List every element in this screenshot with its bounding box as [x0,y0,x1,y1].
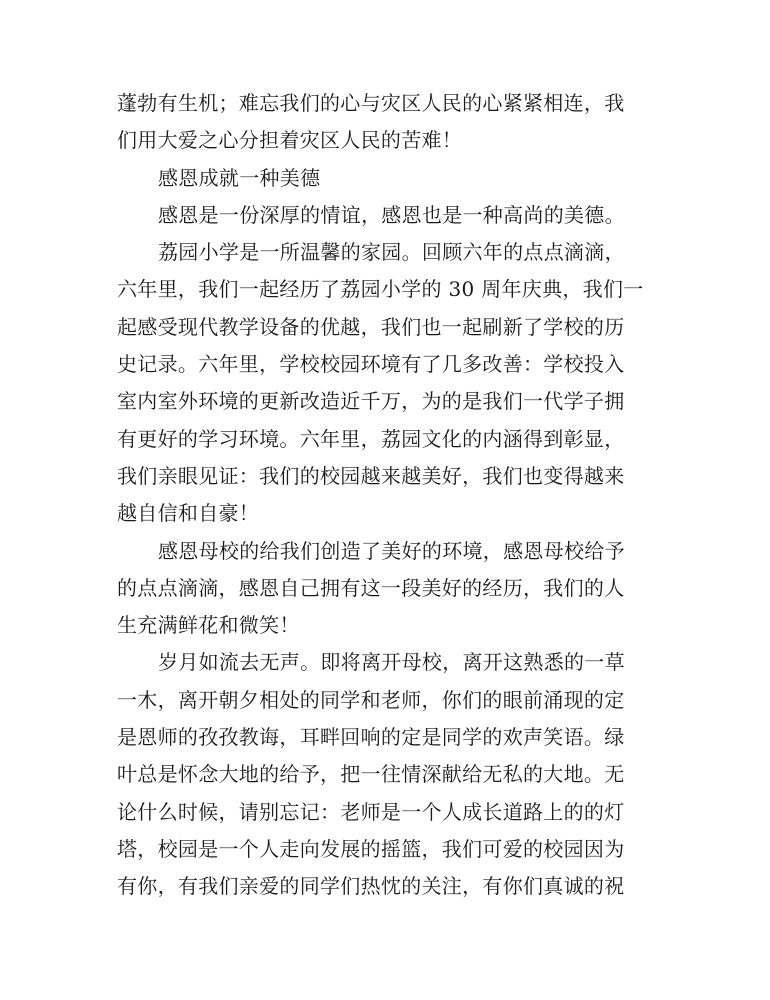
text-line: 六年里，我们一起经历了荔园小学的 30 周年庆典，我们一 [117,277,644,302]
text-line: 的点点滴滴，感恩自己拥有这一段美好的经历，我们的人 [117,575,625,600]
document-body [117,85,657,906]
text-line: 叶总是怀念大地的给予，把一往情深献给无私的大地。无 [117,762,625,787]
text-line: 生充满鲜花和微笑！ [117,613,300,638]
text-line: 是恩师的孜孜教诲，耳畔回响的定是同学的欢声笑语。绿 [117,725,625,750]
text-line: 一木，离开朝夕相处的同学和老师，你们的眼前涌现的定 [117,687,625,712]
text-line: 们用大爱之心分担着灾区人民的苦难！ [117,128,463,153]
text-line: 荔园小学是一所温馨的家园。回顾六年的点点滴滴， [158,240,625,265]
text-line: 蓬勃有生机；难忘我们的心与灾区人民的心紧紧相连，我 [117,91,625,115]
text-line: 有你，有我们亲爱的同学们热忱的关注，有你们真诚的祝 [117,874,625,899]
text-line: 室内室外环境的更新改造近千万，为的是我们一代学子拥 [117,389,625,414]
text-line: 塔，校园是一个人走向发展的摇篮，我们可爱的校园因为 [117,836,625,861]
text-line: 感恩成就一种美德 [158,165,321,190]
text-line: 起感受现代教学设备的优越，我们也一起刷新了学校的历 [117,314,625,339]
text-line: 论什么时候，请别忘记：老师是一个人成长道路上的的灯 [117,799,625,824]
text-line: 感恩母校的给我们创造了美好的环境，感恩母校给予 [158,538,625,563]
text-line: 有更好的学习环境。六年里，荔园文化的内涵得到彰显， [117,426,625,451]
text-line: 感恩是一份深厚的情谊，感恩也是一种高尚的美德。 [158,202,625,227]
text-line: 史记录。六年里，学校校园环境有了几多改善：学校投入 [117,352,625,377]
text-line: 岁月如流去无声。即将离开母校，离开这熟悉的一草 [158,650,625,675]
text-line: 越自信和自豪！ [117,501,260,526]
text-line: 我们亲眼见证：我们的校园越来越美好，我们也变得越来 [117,463,625,488]
